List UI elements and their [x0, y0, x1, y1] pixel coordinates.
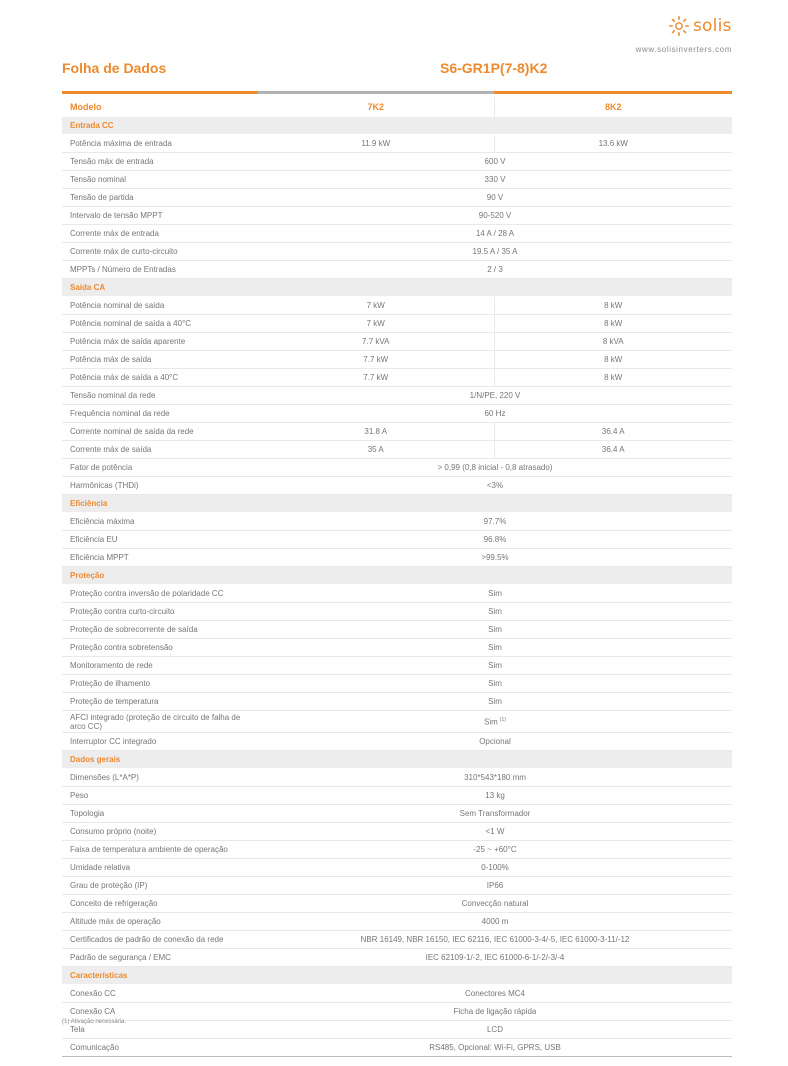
spec-value: [258, 675, 732, 693]
spec-value: [258, 171, 732, 189]
section-header: [62, 751, 732, 769]
spec-label: Proteção contra inversão de polaridade CC: [62, 585, 258, 603]
table-row: [62, 769, 732, 787]
spec-value: [258, 949, 732, 967]
spec-value-text: 60 Hz: [484, 409, 506, 418]
spec-label: Harmônicas (THDi): [62, 477, 258, 495]
spec-value: [258, 985, 732, 1003]
spec-value: [258, 1003, 732, 1021]
spec-label: Potência máxima de entrada: [62, 135, 258, 153]
spec-value-text: Opcional: [479, 737, 511, 746]
table-row: [62, 171, 732, 189]
spec-value: [258, 693, 732, 711]
spec-value: [258, 513, 732, 531]
table-row: [62, 823, 732, 841]
spec-label: Dimensões (L*A*P): [62, 769, 258, 787]
spec-label: Potência máx de saída a 40°C: [62, 369, 258, 387]
brand-logo: [668, 15, 732, 37]
spec-label: Proteção de ilhamento: [62, 675, 258, 693]
spec-label: Conexão CA: [62, 1003, 258, 1021]
spec-label: Corrente máx de curto-circuito: [62, 243, 258, 261]
section-header: [62, 967, 732, 985]
table-row: [62, 405, 732, 423]
table-row: [62, 459, 732, 477]
spec-value-text: Sim: [488, 607, 502, 616]
spec-label: Fator de potência: [62, 459, 258, 477]
spec-value-8k2: 8 kVA: [494, 333, 732, 351]
spec-value-text: Sim: [484, 717, 498, 727]
spec-value: [258, 621, 732, 639]
spec-value-text: > 0,99 (0,8 inicial - 0,8 atrasado): [437, 463, 553, 472]
spec-value: [258, 243, 732, 261]
spec-label: Proteção de sobrecorrente de saída: [62, 621, 258, 639]
spec-label: Potência nominal de saída: [62, 297, 258, 315]
spec-value: [258, 877, 732, 895]
table-row: [62, 531, 732, 549]
spec-label: Tensão de partida: [62, 189, 258, 207]
spec-value: [258, 1021, 732, 1039]
table-row: [62, 931, 732, 949]
spec-value-text: <3%: [486, 481, 504, 490]
table-row: [62, 243, 732, 261]
spec-value-text: 97.7%: [483, 517, 507, 526]
spec-label: Tela: [62, 1021, 258, 1039]
spec-value-8k2: 8 kW: [494, 315, 732, 333]
spec-label: Proteção de temperatura: [62, 693, 258, 711]
spec-value-8k2: 36.4 A: [494, 423, 732, 441]
spec-value: [258, 823, 732, 841]
document-title: Folha de Dados: [62, 60, 167, 76]
section-header: [62, 495, 732, 513]
spec-label: Corrente máx de entrada: [62, 225, 258, 243]
spec-label: Potência máx de saída: [62, 351, 258, 369]
spec-label: Corrente nominal de saída da rede: [62, 423, 258, 441]
spec-value-text: Sim: [488, 661, 502, 670]
spec-value-text: 4000 m: [481, 917, 509, 926]
spec-value: [258, 639, 732, 657]
spec-label: Consumo próprio (noite): [62, 823, 258, 841]
section-title: Eficiência: [62, 495, 732, 513]
table-row: [62, 657, 732, 675]
table-row: [62, 639, 732, 657]
spec-value-7k2: 7.7 kW: [258, 351, 494, 369]
spec-value-text: -25 ~ +60°C: [473, 845, 517, 854]
spec-value-text: 90-520 V: [478, 211, 512, 220]
table-row: [62, 135, 732, 153]
table-row: [62, 859, 732, 877]
spec-value-text: Sem Transformador: [459, 809, 531, 818]
section-title: Características: [62, 967, 732, 985]
spec-value-text: 310*543*180 mm: [464, 773, 526, 782]
spec-value-7k2: 35 A: [258, 441, 494, 459]
section-title: Entrada CC: [62, 117, 732, 135]
table-row: [62, 787, 732, 805]
spec-value-text: Sim: [488, 589, 502, 598]
model-label: Modelo: [70, 101, 102, 112]
table-row: [62, 1039, 732, 1057]
footnote-marker: (1): [499, 717, 506, 724]
table-row: [62, 913, 732, 931]
spec-value-text: Convecção natural: [461, 899, 529, 908]
table-row: [62, 733, 732, 751]
spec-value: [258, 859, 732, 877]
website-url: www.solisinverters.com: [635, 45, 732, 54]
spec-value-8k2: 8 kW: [494, 369, 732, 387]
table-row: [62, 1021, 732, 1039]
spec-label: Corrente máx de saída: [62, 441, 258, 459]
spec-value: [258, 657, 732, 675]
spec-label: Tensão máx de entrada: [62, 153, 258, 171]
spec-label: Comunicação: [62, 1039, 258, 1057]
table-row: [62, 1003, 732, 1021]
spec-value-text: Sim: [488, 697, 502, 706]
spec-value-text: Sim: [488, 625, 502, 634]
spec-value: [258, 841, 732, 859]
header-rule: [62, 91, 732, 94]
spec-label: Intervalo de tensão MPPT: [62, 207, 258, 225]
spec-value: [258, 913, 732, 931]
spec-value: [258, 733, 732, 751]
spec-value-7k2: 7 kW: [258, 297, 494, 315]
spec-label: Eficiência EU: [62, 531, 258, 549]
table-row: [62, 333, 732, 351]
section-header: [62, 279, 732, 297]
spec-value-text: 600 V: [484, 157, 506, 166]
section-title: Proteção: [62, 567, 732, 585]
spec-value: [258, 207, 732, 225]
spec-table: [62, 97, 732, 1057]
spec-label: Conceito de refrigeração: [62, 895, 258, 913]
spec-value-8k2: 8 kW: [494, 351, 732, 369]
table-row: [62, 805, 732, 823]
spec-value: [258, 603, 732, 621]
spec-value-text: 0-100%: [481, 863, 509, 872]
spec-value-text: 13 kg: [485, 791, 505, 800]
table-row: [62, 189, 732, 207]
spec-value-text: RS485, Opcional: Wi-Fi, GPRS, USB: [429, 1043, 561, 1052]
spec-value-text: 2 / 3: [487, 265, 503, 274]
spec-value-text: >99.5%: [481, 553, 509, 562]
spec-value: [258, 477, 732, 495]
table-row: [62, 261, 732, 279]
section-title: Saída CA: [62, 279, 732, 297]
spec-value-text: Sim: [488, 679, 502, 688]
spec-value-7k2: 7 kW: [258, 315, 494, 333]
table-row: [62, 387, 732, 405]
spec-value: [258, 531, 732, 549]
spec-value: [258, 805, 732, 823]
spec-value-text: 90 V: [486, 193, 504, 202]
model-name: S6-GR1P(7-8)K2: [440, 60, 548, 76]
spec-label: Peso: [62, 787, 258, 805]
table-row: [62, 585, 732, 603]
spec-value-text: 19.5 A / 35 A: [472, 247, 518, 256]
spec-label: Eficiência MPPT: [62, 549, 258, 567]
table-row: [62, 621, 732, 639]
spec-value: [258, 931, 732, 949]
spec-label: Grau de proteção (IP): [62, 877, 258, 895]
spec-value-7k2: 7.7 kW: [258, 369, 494, 387]
spec-value-text: Conectores MC4: [464, 989, 526, 998]
spec-value-text: 14 A / 28 A: [475, 229, 515, 238]
spec-label: AFCI integrado (proteção de circuito de falha de arco CC): [62, 711, 258, 733]
footnote: (1) Ativação necessária.: [62, 1019, 127, 1025]
spec-value: [258, 787, 732, 805]
spec-label: Interruptor CC integrado: [62, 733, 258, 751]
spec-value-text: 1/N/PE, 220 V: [469, 391, 521, 400]
spec-value-7k2: 11.9 kW: [258, 135, 494, 153]
spec-value: [258, 459, 732, 477]
spec-value: [258, 549, 732, 567]
spec-value: [258, 225, 732, 243]
spec-value: [258, 769, 732, 787]
table-row: [62, 315, 732, 333]
table-row: [62, 675, 732, 693]
spec-value-text: IEC 62109-1/-2, IEC 61000-6-1/-2/-3/-4: [425, 953, 565, 962]
table-row: [62, 549, 732, 567]
spec-value: [258, 895, 732, 913]
spec-label: Monitoramento de rede: [62, 657, 258, 675]
spec-value: [258, 405, 732, 423]
spec-value-text: <1 W: [485, 827, 505, 836]
spec-value-text: Ficha de ligação rápida: [453, 1007, 537, 1016]
table-row: [62, 985, 732, 1003]
table-row: [62, 949, 732, 967]
spec-label: Certificados de padrão de conexão da rede: [62, 931, 258, 949]
spec-value: [258, 261, 732, 279]
spec-label: Conexão CC: [62, 985, 258, 1003]
table-row: [62, 297, 732, 315]
table-row: [62, 711, 732, 733]
spec-label: Topologia: [62, 805, 258, 823]
spec-value: [258, 189, 732, 207]
spec-value-7k2: 7.7 kVA: [258, 333, 494, 351]
spec-value-8k2: 36.4 A: [494, 441, 732, 459]
spec-label: Eficiência máxima: [62, 513, 258, 531]
spec-value-text: IP66: [486, 881, 504, 890]
table-row: [62, 225, 732, 243]
spec-value: [258, 153, 732, 171]
table-row: [62, 441, 732, 459]
spec-label: Tensão nominal da rede: [62, 387, 258, 405]
section-title: Dados gerais: [62, 751, 732, 769]
spec-value: [258, 711, 732, 733]
column-8k2: 8K2: [494, 97, 732, 117]
section-header: [62, 567, 732, 585]
spec-label: Potência nominal de saída a 40°C: [62, 315, 258, 333]
sun-icon: [668, 15, 690, 37]
table-row: [62, 603, 732, 621]
table-row: [62, 477, 732, 495]
spec-label: Proteção contra sobretensão: [62, 639, 258, 657]
logo-text: solis: [693, 16, 732, 36]
spec-label: Proteção contra curto-circuito: [62, 603, 258, 621]
table-row: [62, 207, 732, 225]
spec-value: [258, 585, 732, 603]
spec-value-7k2: 31.8 A: [258, 423, 494, 441]
table-row: [62, 895, 732, 913]
spec-label: Altitude máx de operação: [62, 913, 258, 931]
table-row: [62, 153, 732, 171]
spec-label: Padrão de segurança / EMC: [62, 949, 258, 967]
spec-value: [258, 387, 732, 405]
table-row: [62, 513, 732, 531]
spec-label: Umidade relativa: [62, 859, 258, 877]
table-row: [62, 841, 732, 859]
spec-label: MPPTs / Número de Entradas: [62, 261, 258, 279]
spec-label: Potência máx de saída aparente: [62, 333, 258, 351]
spec-value-8k2: 13.6 kW: [494, 135, 732, 153]
spec-value-text: NBR 16149, NBR 16150, IEC 62116, IEC 61000-3-4/-5, IEC 61000-3-11/-12: [360, 935, 630, 944]
spec-label: Tensão nominal: [62, 171, 258, 189]
spec-value-text: Sim: [488, 643, 502, 652]
spec-value-text: 96.8%: [483, 535, 507, 544]
section-header: [62, 117, 732, 135]
table-row: [62, 877, 732, 895]
table-row: [62, 423, 732, 441]
table-row: [62, 351, 732, 369]
spec-label: Frequência nominal da rede: [62, 405, 258, 423]
spec-value-text: LCD: [486, 1025, 503, 1034]
spec-label: Faixa de temperatura ambiente de operação: [62, 841, 258, 859]
table-header-row: [62, 97, 732, 117]
spec-value: [258, 1039, 732, 1057]
column-7k2: 7K2: [367, 101, 384, 112]
table-row: [62, 369, 732, 387]
spec-value-text: 330 V: [484, 175, 506, 184]
spec-value-8k2: 8 kW: [494, 297, 732, 315]
table-row: [62, 693, 732, 711]
